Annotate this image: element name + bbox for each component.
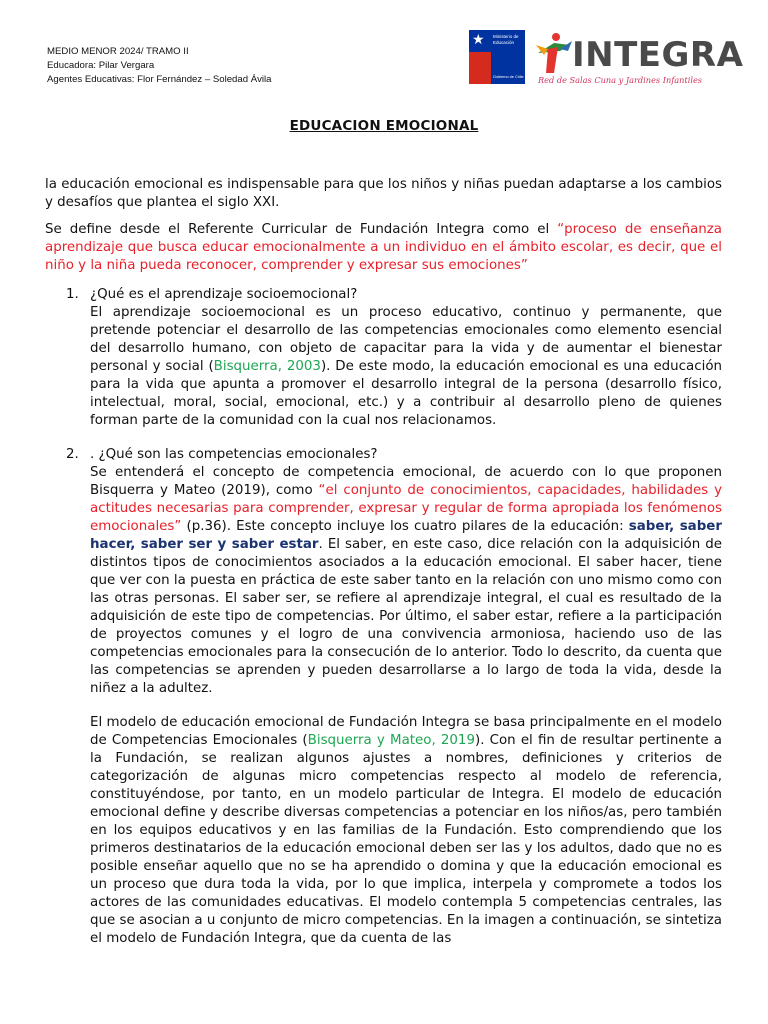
section1-question: ¿Qué es el aprendizaje socioemocional? — [90, 287, 358, 302]
model-citation: Bisquerra y Mateo, 2019 — [307, 733, 475, 748]
chile-flag-icon: ★ — [469, 30, 491, 84]
section2-text-c: . El saber, en este caso, dice relación con la adquisición de distintos tipos de conocimientos asociados a la educación emocional. El saber hacer, tiene que ver con la puesta en práctica de este saber tanto en la relación con uno mismo como con las otras personas. El saber ser, se refiere al aprendizaje integral, el cual es resultado de la adquisición de este tipo de competencias. Por último, el saber estar, refiere a la participación de proyectos comunes y el logro de una convivencia armoniosa, haciendo uso de las competencias emocionales para la consecución de lo anterior. Todo lo descrito, da cuenta que las competencias se aprenden y pueden desarrollarse a lo largo de toda la vida, desde la niñez a la adultez. — [90, 537, 722, 696]
model-text-b: ). Con el fin de resultar pertinente a la Fundación, se realizan algunos ajustes a nombres, definiciones y criterios de categorización de algunas micro competencias respecto al modelo de referencia, constituyéndose, por tanto, en un modelo particular de Integra. El modelo de educación emocional define y describe diversas competencias a potenciar en los niños/as, pero también en los equipos educativos y en las familias de la Fundación. Esto comprendiendo que los primeros destinatarios de la educación emocional deben ser las y los adultos, dado que no es posible enseñar aquello que no se ha aprendido o domina y que la educación emocional es un proceso que dura toda la vida, por lo que implica, interpela y compromete a todos los actores de las comunidades educativas. El modelo contempla 5 competencias centrales, las que se asocian a u conjunto de micro competencias. En la imagen a continuación, se sintetiza el modelo de Fundación Integra, que da cuenta de las — [90, 733, 723, 946]
section2-number: 2. — [66, 447, 79, 462]
section1-citation: Bisquerra, 2003 — [213, 359, 321, 374]
section1-text-b: ). De este modo, la educación emocional es una educación para la vida que apunta a promover el desarrollo integral de la persona (desarrollo físico, intelectual, moral, social, emocional, etc.) y a contribuir al desarrollo pleno de quienes forman parte de la comunidad con la cual nos relacionamos. — [90, 359, 722, 428]
ministry-of-education-logo — [469, 30, 525, 84]
course-line: MEDIO MENOR 2024/ TRAMO II — [47, 46, 189, 57]
agents-line: Agentes Educativas: Flor Fernández – Soledad Ávila — [47, 74, 272, 85]
definition-paragraph — [45, 221, 722, 275]
integra-figure-icon — [534, 31, 574, 75]
ministry-logo-bottom: Gobierno de Chile — [493, 75, 524, 79]
intro-paragraph: la educación emocional es indispensable para que los niños y niñas puedan adaptarse a los cambios y desafíos que plantea el siglo XXI. — [45, 177, 722, 210]
definition-quote: “proceso de enseñanza aprendizaje que busca educar emocionalmente a un individuo en el ámbito escolar, es decir, que el niño y la niña pueda reconocer, comprender y expresar sus emociones” — [45, 222, 722, 273]
section2-text-a: Se entenderá el concepto de competencia emocional, de acuerdo con lo que proponen Bisquerra y Mateo (2019), como — [90, 465, 722, 498]
document-title: EDUCACION EMOCIONAL — [289, 118, 479, 134]
ministry-logo-line1: Ministerio de — [493, 34, 519, 39]
integra-wordmark: INTEGRA — [572, 35, 744, 75]
model-paragraph — [90, 714, 722, 948]
section1-text-a: El aprendizaje socioemocional es un proceso educativo, continuo y permanente, que pretende potenciar el desarrollo de las competencias emocionales como elemento esencial del desarrollo humano, con objeto de capacitar para la vida y de aumentar el bienestar personal y social ( — [90, 305, 722, 374]
integra-tagline: Red de Salas Cuna y Jardines Infantiles — [538, 75, 702, 85]
educator-line: Educadora: Pilar Vergara — [47, 60, 155, 71]
section2-text-b: (p.36). Este concepto incluye los cuatro pilares de la educación: — [181, 519, 629, 534]
section2-pillars: saber, saber hacer, saber ser y saber estar — [90, 519, 722, 552]
section2-question: . ¿Qué son las competencias emocionales? — [90, 447, 378, 462]
document-header-info — [47, 45, 272, 87]
ministry-logo-line2: Educación — [493, 40, 515, 45]
section2-body — [90, 464, 722, 698]
model-text-a: El modelo de educación emocional de Fundación Integra se basa principalmente en el modelo de Competencias Emocionales ( — [90, 715, 722, 748]
section1-body — [90, 304, 722, 430]
integra-logo — [534, 31, 744, 87]
definition-prefix: Se define desde el Referente Curricular de Fundación Integra como el — [45, 222, 558, 237]
section1-number: 1. — [66, 287, 79, 302]
section2-quote: “el conjunto de conocimientos, capacidades, habilidades y actitudes necesarias para comprender, expresar y regular de forma apropiada los fenómenos emocionales” — [90, 483, 722, 534]
